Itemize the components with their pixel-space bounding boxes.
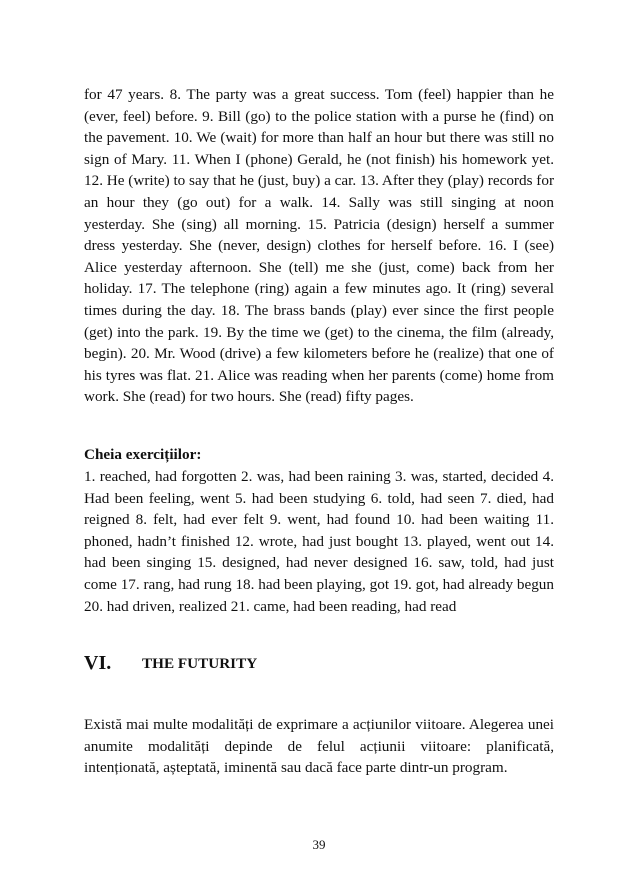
page-number: 39: [312, 837, 326, 852]
section-number: VI.: [84, 652, 112, 674]
exercise-paragraph: for 47 years. 8. The party was a great success. Tom (feel) happier than he (ever, feel) before. 9. Bill (go) to the police station with a purse he (find) on the pavement. 10. We (wait) for more than half an hour but there was still no sign of Mary. 11. When I (phone) Gerald, he (not finish) his homework yet. 12. He (write) to say that he (just, buy) a car. 13. After they (play) records for an hour they (go out) for a walk. 14. Sally was still singing at noon yesterday. She (sing) all morning. 15. Patricia (design) herself a summer dress yesterday. She (never, design) clothes for herself before. 16. I (see) Alice yesterday afternoon. She (tell) me she (just, come) back from her holiday. 17. The telephone (ring) again a few minutes ago. It (ring) several times during the day. 18. The brass bands (play) ever since the first people (get) into the park. 19. By the time we (get) to the cinema, the film (already, begin). 20. Mr. Wood (drive) a few kilometers before he (realize) that one of his tyres was flat. 21. Alice was reading when her parents (come) home from work. She (read) for two hours. She (read) fifty pages.: [84, 86, 554, 406]
answer-key-heading: Cheia exercițiilor:: [84, 446, 202, 463]
answer-key-paragraph: 1. reached, had forgotten 2. was, had been raining 3. was, started, decided 4. Had been feeling, went 5. had been studying 6. told, had seen 7. died, had reigned 8. felt, had ever felt 9. went, had found 10. had been waiting 11. phoned, hadn’t finished 12. wrote, had just bought 13. played, went out 14. had been singing 15. designed, had never designed 16. saw, told, had just come 17. rang, had rung 18. had been playing, got 19. got, had already begun 20. had driven, realized 21. came, had been reading, had read: [84, 468, 554, 615]
intro-paragraph: Există mai multe modalități de exprimare a acțiunilor viitoare. Alegerea unei anumite modalități depinde de felul acțiunii viitoare: planificată, intenționată, așteptată, iminentă sau dacă face parte dintr-un program.: [84, 716, 554, 777]
section-title: THE FUTURITY: [142, 655, 258, 672]
